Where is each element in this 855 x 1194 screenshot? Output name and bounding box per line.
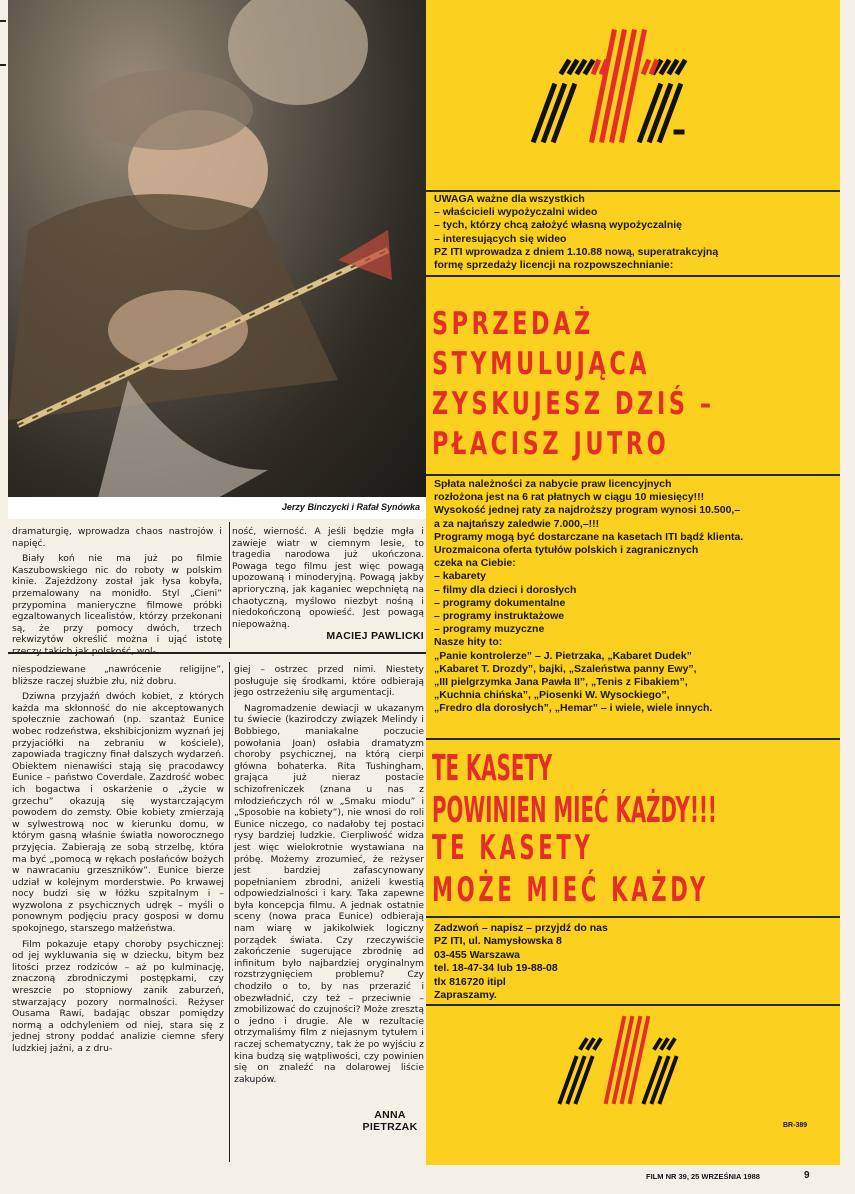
notice-line: – właścicieli wypożyczalni wideo	[434, 206, 598, 219]
headline-placisz: PŁACISZ JUTRO	[432, 426, 670, 462]
divider	[8, 652, 426, 654]
ad-offer	[434, 478, 743, 716]
headline-te-kasety-2: TE KASETY	[432, 828, 594, 868]
margin-mark	[0, 20, 6, 22]
offer-line: „Kabaret T. Drozdy”, bajki, „Szaleństwa panny Ewy”,	[434, 662, 697, 675]
headline-stymulujaca: STYMULUJĄCA	[432, 346, 651, 382]
author-last-name: PIETRZAK	[362, 1121, 418, 1133]
headline-zyskujesz: ZYSKUJESZ DZIŚ –	[432, 386, 715, 422]
author-anna-pietrzak	[360, 1109, 420, 1133]
notice-line: – tych, którzy chcą założyć własną wypożyczalnię	[434, 219, 683, 232]
contact-line: tel. 18-47-34 lub 19-88-08	[434, 962, 558, 975]
article-top-col1	[12, 526, 222, 662]
page-number: 9	[804, 1170, 810, 1181]
headline-te-kasety: TE KASETY	[432, 748, 553, 789]
contact-line: tlx 816720 itipl	[434, 975, 506, 988]
paragraph: niespodziewane „nawrócenie religijne”, bliższe raczej służbie złu, niż dobru.	[12, 664, 224, 687]
issue-footer: FILM NR 39, 25 WRZEŚNIA 1988	[646, 1172, 760, 1181]
ad-rule	[426, 1004, 840, 1006]
ad-rule	[426, 474, 840, 476]
contact-line: Zadzwoń – napisz – przyjdź do nas	[434, 922, 608, 934]
headline-moze: MOŻE MIEĆ KAŻDY	[432, 870, 709, 910]
ad-rule	[426, 190, 840, 192]
article-bottom-col1	[12, 664, 224, 1059]
iti-logo-small-icon	[550, 1014, 690, 1114]
ad-contact	[434, 922, 608, 1002]
offer-line: „III pielgrzymka Jana Pawła II”, „Tenis z Fibakiem”,	[434, 676, 688, 689]
offer-line: rozłożona jest na 6 rat płatnych w ciągu 10 miesięcy!!!	[434, 491, 705, 504]
ad-rule	[426, 275, 840, 277]
notice-line: formę sprzedaży licencji na rozpowszechnianie:	[434, 259, 674, 272]
column-divider	[229, 522, 230, 648]
offer-line: – filmy dla dzieci i dorosłych	[434, 583, 577, 596]
offer-line: – programy muzyczne	[434, 623, 545, 636]
offer-line: – programy instruktażowe	[434, 610, 565, 623]
offer-line: czeka na Ciebie:	[434, 557, 516, 570]
offer-line: – kabarety	[434, 570, 486, 583]
iti-logo-icon	[524, 28, 694, 158]
margin-mark	[0, 64, 6, 66]
offer-line: „Panie kontrolerze” – J. Pietrzaka, „Kabaret Dudek”	[434, 649, 692, 662]
paragraph: Film pokazuje etapy choroby psychicznej: od jej wykluwania się w dziecku, bitym bez litości przez rodziców – aż po kulminację, znaczoną zbrodniczymi postępkami, czy wreszcie po stopniowy zanik zaburzeń, stwarzający pozory normalności. Reżyser Ousama Rawi, badając obszar pomiędzy normą a odchyleniem od niej, stara się z jednej strony poddać analizie ciemne sfery ludzkiej jaźni, a z dru-	[12, 938, 224, 1054]
article-top-col2	[232, 526, 424, 634]
notice-line: PZ ITI wprowadza z dniem 1.10.88 nową, superatrakcyjną	[434, 245, 719, 258]
contact-line: 03-455 Warszawa	[434, 948, 520, 961]
offer-line: Programy mogą być dostarczane na kasetach ITI bądź klienta.	[434, 530, 744, 543]
column-divider	[229, 662, 230, 1162]
paragraph: dramaturgię, wprowadza chaos nastrojów i napięć.	[12, 526, 222, 549]
headline-sprzedaz: SPRZEDAŻ	[432, 306, 594, 342]
author-first-name: ANNA	[374, 1109, 406, 1121]
ad-notice	[434, 193, 718, 272]
offer-line: – programy dokumentalne	[434, 596, 566, 609]
offer-line: a za najtańszy zaledwie 7.000,–!!!	[434, 517, 600, 530]
contact-line: Zapraszamy.	[434, 989, 497, 1002]
notice-line: – interesujących się wideo	[434, 232, 567, 245]
author-maciej-pawlicki: MACIEJ PAWLICKI	[326, 630, 424, 642]
paragraph: Biały koń nie ma już po filmie Kaszubowskiego nic do roboty w polskim kinie. Zajeżdżony został jak łysa kobyła, przemalowany na monidło. Styl „Cieni” przypomina manieryczne filmowe próbki egzaltowanych licealistów, którzy przekonani są, że przy pomocy dwóch, trzech rekwizytów określić można i ująć istotę	[12, 553, 222, 646]
paragraph: Nagromadzenie dewiacji w ukazanym tu świecie (kazirodczy związek Melindy i Bobbiego, maniakalne poczucie powołania Joan) osłabia dramatyzm choroby psychicznej, na którą cierpi główna bohaterka. Rita Tushingham, grająca już nieraz postacie schizofreniczek (znana u nas z młodzieńczych ról w „Smaku miodu” i „Sposobie na kobiety”), nie wnosi do roli Eunice niczego, co nadałoby tej postaci rysy bardziej ludzkie. Cierpliwość widza jest więc wielokrotnie wystawiana na próbę. Możemy zrozumieć, że reżyser jest bardziej zafascynowany popełnianiem zbrodni, aniżeli kwestią odpowiedzialności i kary. Taka zapewne była koncepcja filmu. A jednak ostatnie sceny (nowa praca Eunice) odbierają nam wiarę w jakikolwiek logiczny porządek świata. Czy rzeczywiście zakończenie sugerujące zbrodnię ad infinitum było najbardziej oryginalnym rozstrzygnięciem problemu? Czy chodziło o to, by nas przerazić i obezwładnić, czy też – przeciwnie – zmobilizować do czujności? Może zresztą o jedno i drugie. Ale w rezultacie otrzymaliśmy film z niejasnym tytułem i raczej schematyczny, tak że po wyjściu z kina budzą się wątpliwości, czy powinien się on znaleźć na dolarowej liście zakupów.	[234, 702, 424, 1085]
paragraph: giej – ostrzec przed nimi. Niestety posługuje się środkami, które odbierają jego ostrzeżeniu siłę argumentacji.	[234, 664, 424, 699]
film-still-photo	[8, 0, 426, 498]
offer-line: Nasze hity to:	[434, 636, 503, 649]
offer-line: Spłata należności za nabycie praw licencyjnych	[434, 478, 672, 490]
ad-code: BR-389	[783, 1122, 808, 1129]
photo-caption: Jerzy Binczycki i Rafał Synówka	[8, 497, 426, 519]
offer-line: Urozmaicona oferta tytułów polskich i zagranicznych	[434, 544, 699, 557]
article-bottom-col2	[234, 664, 424, 1089]
headline-powinien: POWINIEN MIEĆ KAŻDY!!!	[432, 790, 717, 831]
offer-line: „Kuchnia chińska”, „Piosenki W. Wysockiego”,	[434, 689, 670, 702]
notice-line: UWAGA ważne dla wszystkich	[434, 193, 585, 205]
paragraph: ność, wierność. A jeśli będzie mgła i zawieje wiatr w ciemnym lesie, to tragedia narodowa już ukończona. Powaga tego filmu jest więc powagą upozowaną i minoderyjną. Powagą jakby aprioryczną, jak kaganiec wepchniętą na chaotyczną, myślowo niezbyt nośną i niedokończoną opowieść. Jest powagą niepoważną.	[232, 526, 424, 630]
paragraph: Dziwna przyjaźń dwóch kobiet, z których każda ma skłonność do nie akceptowanych społecznie zachowań (np. szantaż Eunice wobec rodzeństwa, ekshibicjonizm wyznań jej przyjaciółki na zebraniu w kościele), zapowiada tragiczny finał dalszych wydarzeń. Obiektem nienawiści stają się pracodawcy Eunice – państwo Coverdale. Zazdrość wobec ich bogactwa i oskarżenie o „życie w grzechu” okazują się wystarczającym powodem do zemsty. Obie kobiety zmierzają w sylwestrową noc w kierunku domu, w którym gasną właśnie światła noworocznego przyjęcia. Zabierają ze sobą strzelbę, która ma być „pomocą w rękach posłańców bożych w nawracaniu grzeszników”. Eunice bierze udział w kolejnym morderstwie. Po krwawej nocy budzi się w łóżku szpitalnym i – wyzwolona z psychicznych udręk – myśli o ponownym podjęciu pracy gosposi w domu spokojnego, starszego małżeństwa.	[12, 691, 224, 935]
offer-line: „Fredro dla dorosłych”, „Hemar” – i wiele, wiele innych.	[434, 702, 713, 715]
photo-illustration	[8, 0, 426, 498]
offer-line: Wysokość jednej raty za najdroższy program wynosi 10.500,–	[434, 504, 741, 517]
ad-rule	[426, 916, 840, 918]
ad-rule	[426, 738, 840, 740]
contact-line: PZ ITI, ul. Namysłowska 8	[434, 935, 562, 948]
